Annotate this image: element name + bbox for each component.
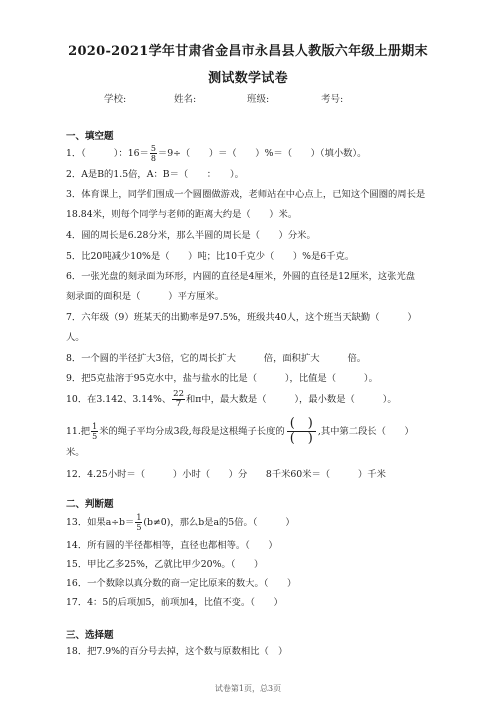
exam-title-line1: 2020-2021学年甘肃省金昌市永昌县人教版六年级上册期末 bbox=[68, 44, 428, 59]
question-8: 8．一个圆的半径扩大3倍，它的周长扩大 倍，面积扩大 倍。 bbox=[66, 353, 367, 364]
school-label: 学校: bbox=[104, 94, 127, 105]
section-true-false: 二、判断题 bbox=[66, 499, 114, 510]
page-footer: 试卷第1页，总3页 bbox=[214, 684, 282, 693]
question-10: 10．在3.142、3.14%、 $\frac{22}{7}$ 和π中，最大数是（ ），最小数是（ ）。 bbox=[66, 389, 397, 409]
question-11: 11.把 $\frac{1}{5}$ 米的绳子平均分成3段,每段是这根绳子长度的 $\frac{( )}{( )}$ ,其中第二段长（ ） bbox=[66, 416, 414, 446]
question-3-line1: 3．体育课上，同学们围成一个圆圈做游戏，老师站在中心点上，已知这个圆圈的周长是 bbox=[66, 189, 426, 200]
question-5: 5．比20吨减少10%是（ ）吨；比10千克少（ ）%是6千克。 bbox=[66, 251, 355, 262]
blank-fraction: $\frac{( )}{( )}$ bbox=[287, 417, 316, 446]
question-18: 18．把7.9%的百分号去掉，这个数与原数相比（ ） bbox=[66, 646, 288, 657]
fraction: $\frac{5}{8}$ bbox=[150, 144, 156, 163]
question-14: 14．所有圆的半径都相等，直径也都相等。（ ） bbox=[66, 540, 278, 551]
question-2: 2．A是B的1.5倍，A：B＝（ ： ）。 bbox=[66, 169, 244, 180]
question-6-line1: 6．一张光盘的刻录面为环形，内圆的直径是4厘米，外圆的直径是12厘米，这张光盘 bbox=[66, 271, 416, 282]
question-16: 16．一个数除以真分数的商一定比原来的数大。（ ） bbox=[66, 578, 297, 589]
question-17: 17．4：5的后项加5，前项加4，比值不变。（ ） bbox=[66, 597, 283, 608]
question-15: 15．甲比乙多25%，乙就比甲少20%。（ ） bbox=[66, 559, 264, 570]
class-label: 班级: bbox=[247, 94, 270, 105]
section-multiple-choice: 三、选择题 bbox=[66, 630, 114, 641]
fraction: $\frac{1}{5}$ bbox=[92, 422, 98, 441]
question-1: 1．（ ）：16＝ $\frac{5}{8}$ ＝9÷（ ）＝（ ）%＝（ ）（填小数）。 bbox=[66, 144, 367, 163]
id-label: 考号: bbox=[321, 94, 344, 105]
question-3-line2: 18.84米，则每个同学与老师的距离大约是（ ）米。 bbox=[66, 209, 298, 220]
question-7-line1: 7．六年级（9）班某天的出勤率是97.5%，班级共40人，这个班当天缺勤（ ） bbox=[66, 312, 417, 323]
section-fill-in: 一、填空题 bbox=[66, 131, 114, 142]
question-13: 13．如果a÷b＝ $\frac{1}{5}$ (b≠0)，那么b是a的5倍。（ ） bbox=[66, 513, 295, 532]
question-6-line2: 刻录面的面积是（ ）平方厘米。 bbox=[66, 291, 225, 302]
question-11-line2: 米。 bbox=[66, 447, 85, 458]
name-label: 姓名: bbox=[174, 94, 197, 105]
exam-title-line2: 测试数学试卷 bbox=[208, 71, 288, 86]
question-4: 4．圆的周长是6.28分米，那么半圆的周长是（ ）分米。 bbox=[66, 230, 316, 241]
fraction: $\frac{22}{7}$ bbox=[173, 389, 184, 409]
question-7-line2: 人。 bbox=[66, 332, 85, 343]
fraction: $\frac{1}{5}$ bbox=[136, 513, 142, 532]
question-12: 12．4.25小时＝（ ）小时（ ）分 8千米60米＝（ ）千米 bbox=[66, 469, 386, 480]
question-9: 9．把5克盐溶于95克水中，盐与盐水的比是（ ），比值是（ ）。 bbox=[66, 373, 378, 384]
